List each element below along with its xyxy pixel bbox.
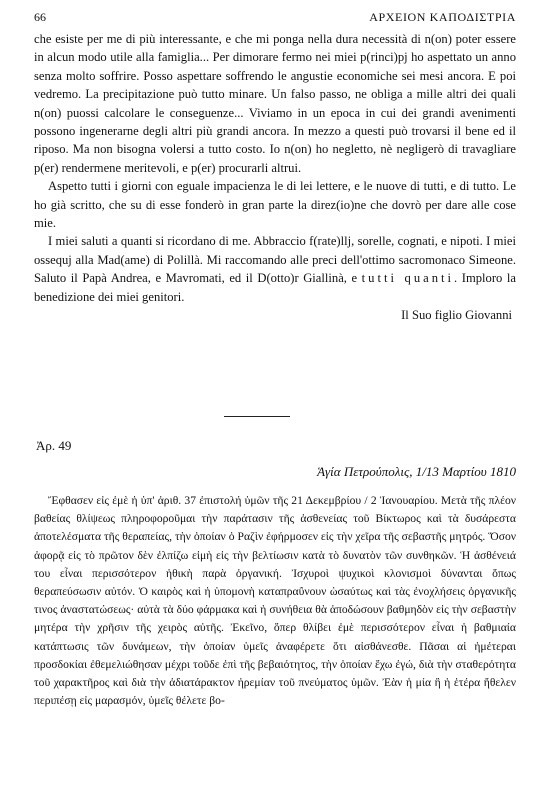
paragraph: Ἔφθασεν εἰς ἐμὲ ἡ ὑπ' ἀριθ. 37 ἐπιστολή ὑμῶν τῆς 21 Δεκεμβρίου / 2 Ἰανουαρίου. Μετὰ τῆς πλέον βαθείας θλίψεως πληροφοροῦμαι τὴν παράτασιν τῆς ἀσθενείας τοῦ Βίκτωρος καὶ τὰ δυσάρεστα ἀποτελέσματα τῆς θεραπείας, τὴν ὁποίαν ὁ Ραζὶν ἐφήρμοσεν εἰς τὴν χεῖρα τῆς σεβαστῆς μητρός. Ὅσον ἀφορᾷ εἰς τὸ πρῶτον δὲν ἐλπίζω εἰμὴ εἰς τὴν βελτίωσιν κατὰ τὸ δυνατὸν τῶν συνθηκῶν. Ἡ ἀσθένειά του εἶναι περισσότερον ἠθικὴ παρὰ ὀργανική. Ἰσχυροὶ ψυχικοὶ κλονισμοὶ δύνανται ὅπως θεραπεύσωσιν αὐτόν. Ὁ καιρὸς καὶ ἡ ὑπομονὴ καταπραΰνουν ὡσαύτως καὶ τὰς ἐνοχλήσεις ὀργανικῆς τινος ἀναστατώσεως· αὐτὰ τὰ δύο φάρμακα καὶ ἡ συνήθεια θὰ ἀποδώσουν βαθμηδὸν εἰς τὴν σεβαστὴν μητέρα τὴν χρῆσιν τῆς χειρὸς αὐτῆς. Ἐκεῖνο, ὅπερ θλίβει ἐμὲ περισσότερον εἶναι ἡ βαθμιαία κατάπτωσις τῶν δυνάμεων, τὴν ὁποίαν ὑμεῖς ἀναφέρετε ὅτι αἰσθάνεσθε. Πᾶσαι αἱ ἡμέτεραι προσδοκίαι ἐθεμελιώθησαν μέχρι τοῦδε ἐπὶ τῆς βεβαιότητος, τὴν ὁποίαν ἔχω ἐγώ, διὰ τὴν σταθερότητα τοῦ χαρακτῆρος καὶ διὰ τὴν ἀδιατάρακτον ἠρεμίαν τοῦ πνεύματος ὑμῶν. Ἐὰν ἡ μία ἢ ἡ ἑτέρα ἤθελεν περιπέσῃ εἰς μαρασμόν, ὑμεῖς θέλετε βο- bbox=[34, 494, 516, 708]
page-header bbox=[34, 10, 516, 26]
paragraph: che esiste per me di più interessante, e che mi ponga nella dura necessità di n(on) poter essere in alcun modo utile alla famiglia... Per dimorare fermo nei miei p(rinci)pj ho aspettato un anno senza molto soffrire. Posso aspettare soffrendo le angustie economiche sei mesi ancora. E poi vedremo. La precipitazione può tutto minare. Un falso passo, ne obliga a mille altri dei quali n(on) puossi calcolare le conseguenze... Viviamo in un epoca in cui dei grandi avenimenti possono ingenerarne degli altri più grandi ancora. In mezzo a questi può trovarsi il bene ed il riposo. Ma non bisogna volersi a tutto costo. Io n(on) ho negletto, nè negligerò di travagliare p(er) rendermene meritevoli, e p(er) procurarli altrui. bbox=[34, 32, 516, 175]
greek-letter-body bbox=[34, 492, 516, 710]
paragraph-text: I miei saluti a quanti si ricordano di me. Abbraccio f(rate)llj, sorelle, cognati, e nipoti. I miei ossequj alla Mad(ame) di Polillà. Mi raccomando alle preci dell'ottimo sacromonaco Simeone. Saluto il Papà Andrea, e Mavromati, ed il D(otto)r Giallinà, e bbox=[34, 234, 516, 286]
section-divider bbox=[224, 416, 290, 417]
paragraph-text: . Imploro la benedizione dei miei genitori. bbox=[34, 271, 516, 304]
letterspaced-phrase: tutti quanti bbox=[361, 271, 455, 286]
paragraph bbox=[34, 232, 516, 306]
page-number: 66 bbox=[34, 10, 46, 24]
letter-dateline: Ἁγία Πετρούπολις, 1/13 Μαρτίου 1810 bbox=[317, 464, 516, 479]
letter-number: Ἀρ. 49 bbox=[36, 438, 72, 453]
paragraph: Aspetto tutti i giorni con eguale impacienza le di lei lettere, e le nuove di tutti, e di tutto. Le ho già scritto, che su di esse fonderò in gran parte la direz(io)ne che dovrò per dare alle cose mie. bbox=[34, 179, 516, 231]
signature: Il Suo figlio Giovanni bbox=[401, 308, 512, 323]
italian-letter-ending bbox=[34, 30, 516, 325]
running-head: ΑΡΧΕΙΟΝ ΚΑΠΟΔΙΣΤΡΙΑ bbox=[369, 10, 516, 24]
